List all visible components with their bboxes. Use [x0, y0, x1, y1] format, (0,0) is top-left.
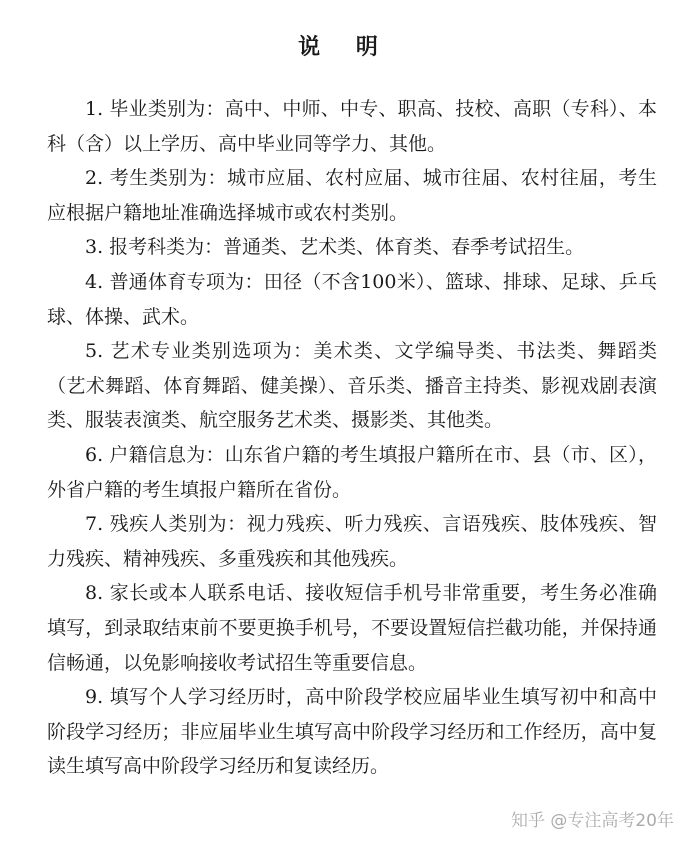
paragraph-4: 4. 普通体育专项为：田径（不含100米）、篮球、排球、足球、乒乓球、体操、武术。 [47, 270, 657, 328]
paragraph-7: 7. 残疾人类别为：视力残疾、听力残疾、言语残疾、肢体残疾、智力残疾、精神残疾、多重残疾和其他残疾。 [47, 513, 657, 570]
paragraph-8: 8. 家长或本人联系电话、接收短信手机号非常重要，考生务必准确填写，到录取结束前不要更换手机号，不要设置短信拦截功能，并保持通信畅通，以免影响接收考试招生等重要信息。 [47, 582, 657, 674]
paragraph-5: 5. 艺术专业类别选项为：美术类、文学编导类、书法类、舞蹈类（艺术舞蹈、体育舞蹈、健美操）、音乐类、播音主持类、影视戏剧表演类、服装表演类、航空服务艺术类、摄影类、其他类。 [47, 340, 657, 432]
document-body [47, 92, 657, 784]
watermark: 知乎 @专注高考20年 [510, 811, 674, 831]
page-title: 说 明 [298, 35, 392, 60]
paragraph-3: 3. 报考科类为：普通类、艺术类、体育类、春季考试招生。 [85, 236, 585, 259]
paragraph-2: 2. 考生类别为：城市应届、农村应届、城市往届、农村往届，考生应根据户籍地址准确选择城市或农村类别。 [47, 167, 657, 224]
paragraph-1: 1. 毕业类别为：高中、中师、中专、职高、技校、高职（专科）、本科（含）以上学历、高中毕业同等学力、其他。 [47, 98, 657, 155]
paragraph-9: 9. 填写个人学习经历时，高中阶段学校应届毕业生填写初中和高中阶段学习经历；非应届毕业生填写高中阶段学习经历和工作经历，高中复读生填写高中阶段学习经历和复读经历。 [47, 686, 657, 778]
paragraph-6: 6. 户籍信息为：山东省户籍的考生填报户籍所在市、县（市、区），外省户籍的考生填报户籍所在省份。 [47, 443, 657, 501]
